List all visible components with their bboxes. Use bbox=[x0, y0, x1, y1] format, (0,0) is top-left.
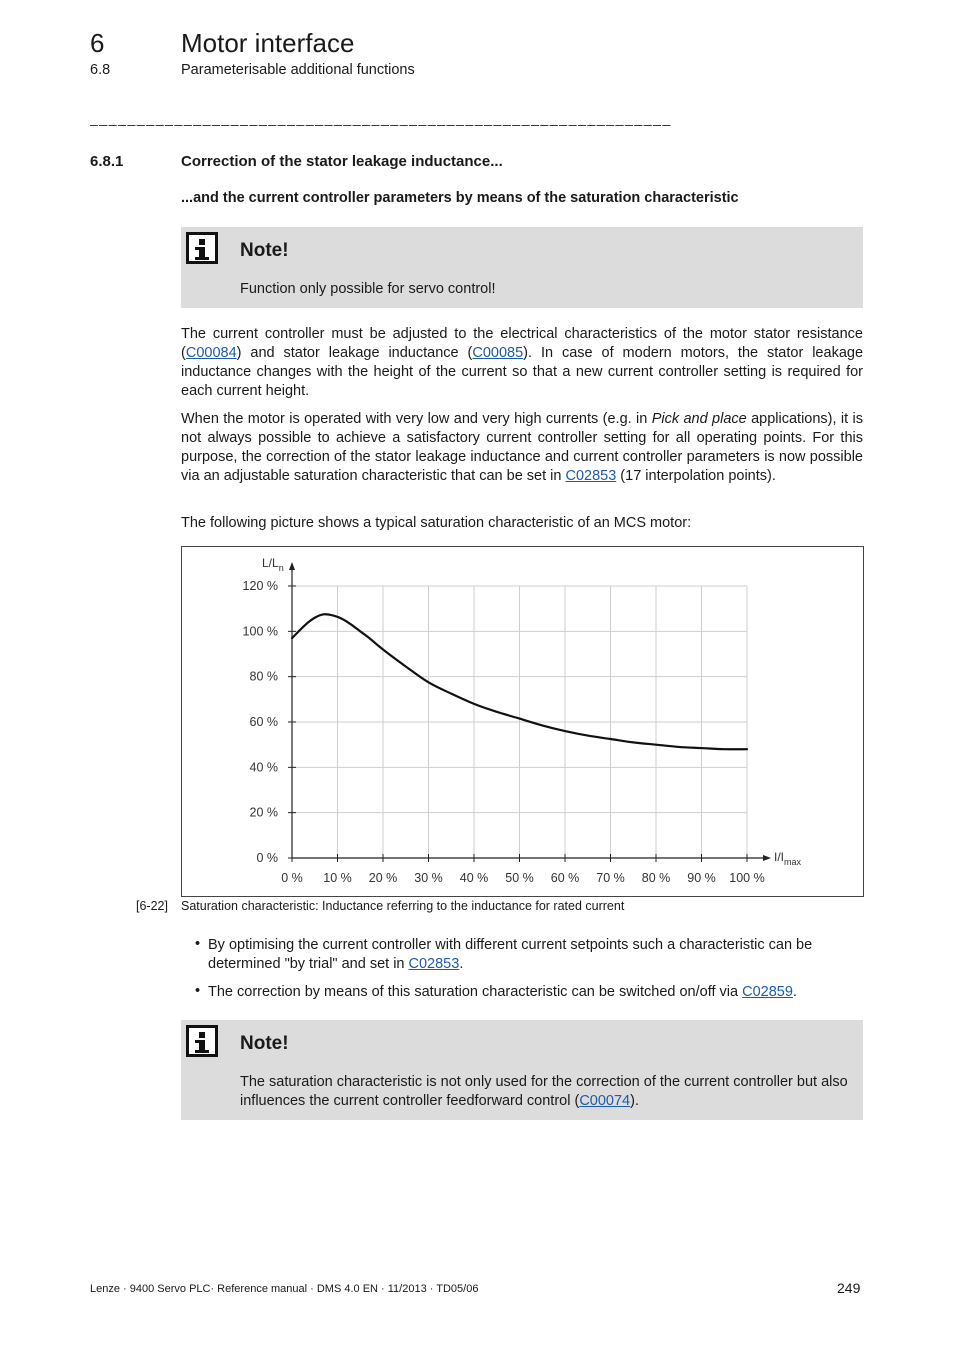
x-tick-label: 50 % bbox=[505, 871, 534, 885]
x-tick-label: 90 % bbox=[687, 871, 716, 885]
note-text bbox=[240, 1073, 850, 1111]
link-c00084[interactable]: C00084 bbox=[185, 345, 237, 361]
para-text: The current controller must be adjusted to the electrical characteristics of the motor stator resistance ( bbox=[181, 326, 863, 361]
subsection-number: 6.8.1 bbox=[90, 153, 124, 170]
bullet-text: . bbox=[792, 984, 797, 1000]
link-c02853[interactable]: C02853 bbox=[565, 468, 617, 484]
section-title: Parameterisable additional functions bbox=[181, 62, 415, 78]
y-tick-label: 80 % bbox=[249, 669, 278, 684]
x-tick-label: 20 % bbox=[368, 871, 398, 885]
y-tick-label: 0 % bbox=[256, 851, 278, 865]
para-italic: Pick and place bbox=[651, 411, 747, 427]
para-text: When the motor is operated with very low and very high currents (e.g. in bbox=[181, 411, 652, 427]
figure-number: [6-22] bbox=[136, 899, 168, 913]
header-separator: ______________________________________________________________ bbox=[90, 110, 672, 126]
note-label: Note! bbox=[240, 240, 289, 261]
para-text: ) and stator leakage inductance ( bbox=[236, 345, 473, 361]
x-axis-arrow bbox=[763, 855, 771, 861]
figure-caption: Saturation characteristic: Inductance referring to the inductance for rated current bbox=[181, 899, 625, 913]
chapter-title: Motor interface bbox=[181, 28, 355, 58]
bullet-text: The correction by means of this saturation characteristic can be switched on/off via bbox=[208, 984, 743, 1000]
note-text-part: The saturation characteristic is not only used for the correction of the current controller but also influences the current controller feedforward control ( bbox=[240, 1074, 848, 1109]
footer-document-info: Lenze · 9400 Servo PLC· Reference manual · DMS 4.0 EN · 11/2013 · TD05/06 bbox=[90, 1283, 479, 1295]
note-box bbox=[181, 227, 863, 308]
bullet-item bbox=[208, 936, 863, 974]
note-text: Function only possible for servo control! bbox=[240, 281, 496, 297]
subsection-title: Correction of the stator leakage inductance... bbox=[181, 153, 503, 170]
x-tick-label: 70 % bbox=[596, 871, 625, 885]
y-tick-label: 60 % bbox=[249, 715, 278, 729]
y-tick-label: 40 % bbox=[249, 760, 278, 775]
chapter-number: 6 bbox=[90, 28, 105, 58]
x-tick-label: 0 % bbox=[281, 871, 303, 885]
x-tick-label: 100 % bbox=[729, 871, 765, 885]
x-tick-label: 40 % bbox=[459, 871, 489, 885]
x-tick-label: 60 % bbox=[550, 871, 580, 885]
link-c00074[interactable]: C00074 bbox=[579, 1093, 631, 1109]
saturation-chart-frame bbox=[181, 546, 864, 897]
y-tick-label: 20 % bbox=[249, 805, 278, 820]
y-axis-label: $L/L_n$ bbox=[262, 556, 284, 573]
info-icon bbox=[186, 232, 218, 264]
x-axis-label: $I/I_{max}$ bbox=[774, 850, 802, 867]
bullet-text: . bbox=[459, 956, 464, 972]
note-box bbox=[181, 1020, 863, 1120]
y-tick-label: 100 % bbox=[242, 624, 278, 639]
section-number: 6.8 bbox=[90, 62, 111, 78]
y-axis-arrow bbox=[289, 562, 295, 570]
x-axis-label-subscript: max bbox=[784, 857, 802, 867]
x-tick-label: 10 % bbox=[323, 871, 352, 885]
paragraph-picture-intro: The following picture shows a typical saturation characteristic of an MCS motor: bbox=[181, 515, 692, 531]
bullet-text: By optimising the current controller with different current setpoints such a characteristic can be determined "by trial" and set in bbox=[208, 937, 813, 972]
link-c00085[interactable]: C00085 bbox=[472, 345, 524, 361]
para-text: ). In case of modern motors, the stator leakage inductance changes with the height of the current so that a new current controller setting is required for each current height. bbox=[181, 345, 864, 399]
paragraph-pick-and-place bbox=[181, 410, 863, 486]
x-tick-label: 30 % bbox=[414, 871, 443, 885]
para-text: applications), it is not always possible to achieve a satisfactory current controller setting for all operating points. For this purpose, the correction of the stator leakage inductance and current controller parameters is now possible via an adjustable saturation characteristic that can be set in bbox=[181, 411, 864, 484]
page-number: 249 bbox=[837, 1280, 861, 1296]
subsection-subtitle: ...and the current controller parameters by means of the saturation characteristic bbox=[181, 190, 739, 206]
link-c02853[interactable]: C02853 bbox=[408, 956, 460, 972]
link-c02859[interactable]: C02859 bbox=[742, 984, 793, 1000]
bullet-dot: • bbox=[195, 936, 201, 952]
bullet-item bbox=[208, 983, 863, 1002]
note-label: Note! bbox=[240, 1033, 289, 1054]
y-tick-label: 120 % bbox=[242, 579, 278, 593]
y-axis-label-subscript: n bbox=[278, 563, 284, 573]
saturation-chart bbox=[182, 547, 863, 896]
bullet-dot: • bbox=[195, 983, 201, 999]
note-text-part: ). bbox=[630, 1093, 639, 1109]
info-icon bbox=[186, 1025, 218, 1057]
paragraph-current-controller bbox=[181, 325, 863, 401]
para-text: (17 interpolation points). bbox=[616, 468, 776, 484]
x-tick-label: 80 % bbox=[641, 871, 671, 885]
